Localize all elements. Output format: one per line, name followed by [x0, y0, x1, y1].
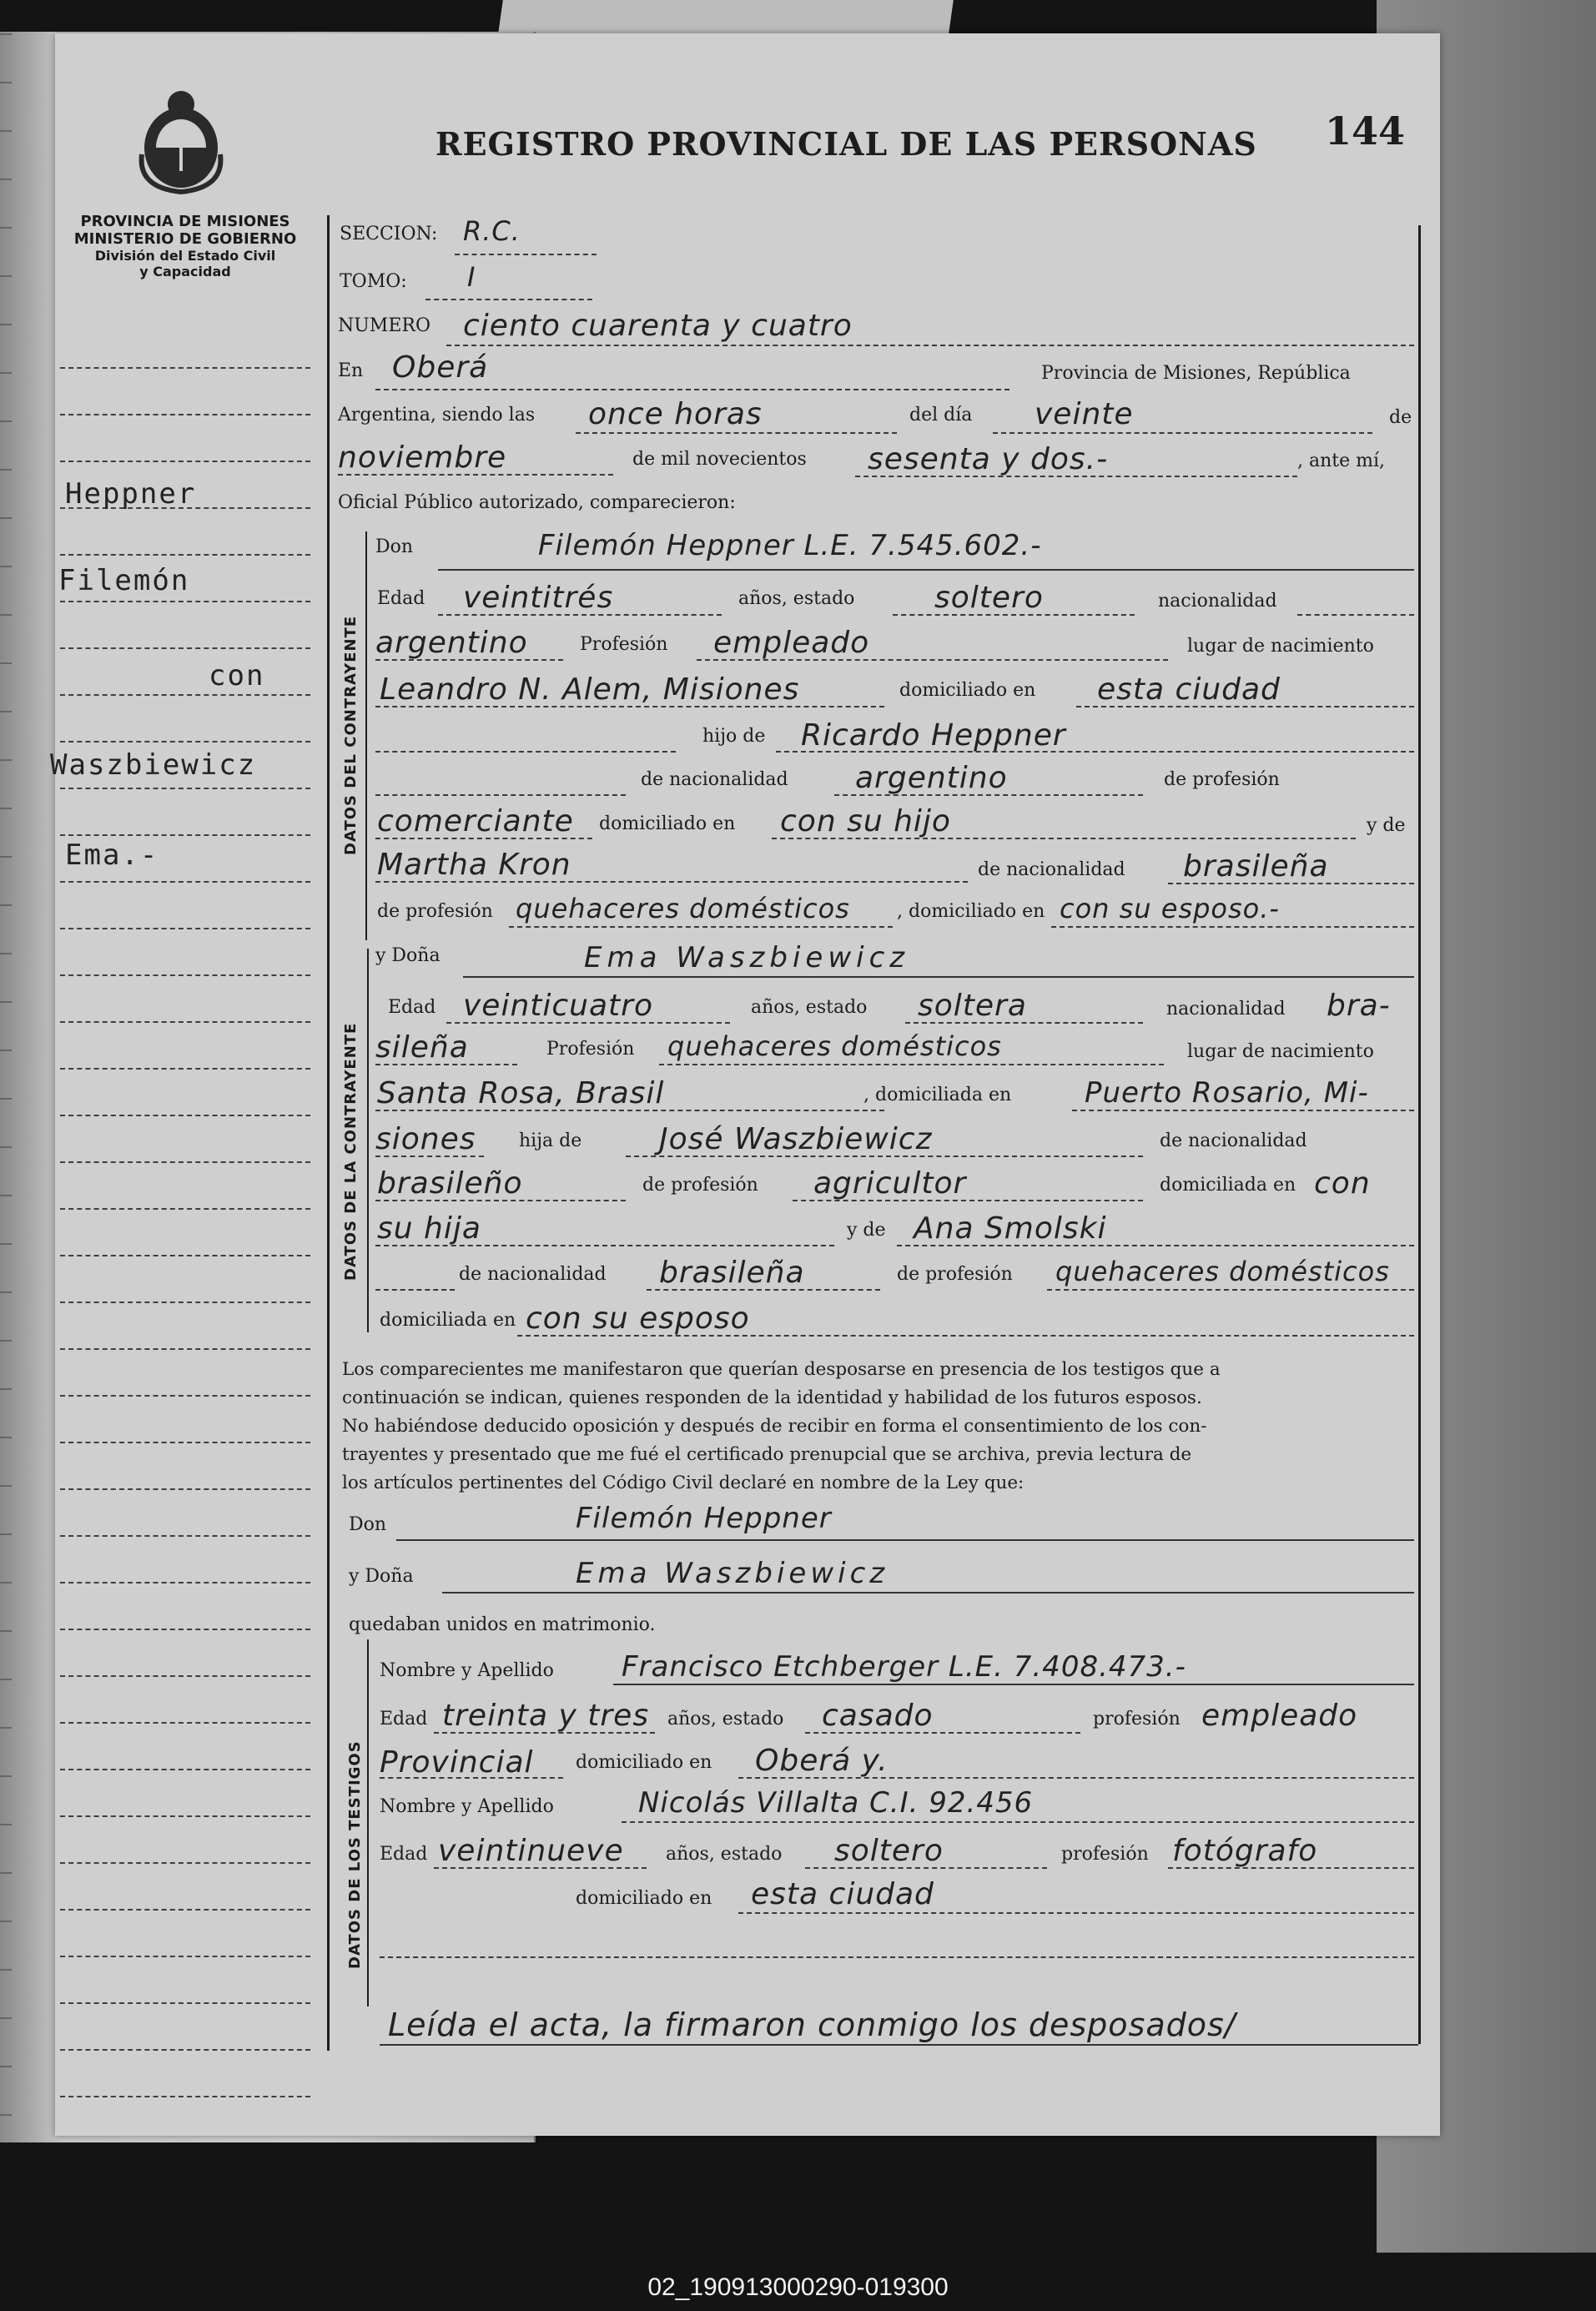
header-line: División del Estado Civil	[94, 248, 276, 264]
groom-domicile: esta ciudad	[1097, 672, 1281, 707]
witness-bracket	[367, 1639, 369, 2006]
month-value: noviembre	[338, 441, 507, 475]
bride-mother-nat-label: de nacionalidad	[459, 1264, 607, 1285]
groom-bracket	[365, 531, 367, 940]
bride-status: soltera	[918, 989, 1027, 1023]
field-line	[613, 1684, 1414, 1685]
groom-mother-prof: quehaceres domésticos	[516, 893, 850, 924]
bride-prof-label: Profesión	[546, 1039, 635, 1060]
field-line	[375, 1110, 884, 1111]
groom-birthplace: Leandro N. Alem, Misiones	[380, 672, 800, 707]
groom-son-label: hijo de	[702, 726, 766, 747]
field-line	[1072, 1110, 1414, 1111]
de-label: de	[1389, 407, 1412, 428]
volume-label: TOMO:	[340, 271, 407, 292]
field-line	[738, 1777, 1414, 1779]
field-line	[776, 751, 1414, 753]
witness1-prof-label: profesión	[1093, 1709, 1181, 1729]
groom-father-dom-label: domiciliado en	[599, 813, 736, 834]
union-closing: quedaban unidos en matrimonio.	[349, 1614, 656, 1635]
image-id-footer: 02_190913000290-019300	[647, 2273, 949, 2301]
margin-note: con	[209, 659, 265, 692]
field-line	[626, 1156, 1143, 1157]
field-line	[375, 1289, 455, 1291]
witness2-profession: fotógrafo	[1172, 1834, 1318, 1868]
margin-lines	[60, 367, 310, 2142]
bride-nat-label: nacionalidad	[1166, 999, 1286, 1020]
field-line	[380, 1956, 1414, 1958]
bride-father: José Waszbiewicz	[659, 1122, 933, 1156]
bride-mother-nat: brasileña	[659, 1256, 805, 1290]
bride-nationality-cont: sileña	[375, 1030, 469, 1065]
field-line	[509, 926, 893, 928]
bride-father-nat: brasileño	[377, 1166, 523, 1201]
groom-age-label: Edad	[377, 588, 425, 609]
witness1-age-label: Edad	[380, 1709, 428, 1729]
bride-age: veinticuatro	[463, 989, 653, 1023]
bride-age-label: Edad	[388, 997, 436, 1018]
closing-handwritten: Leída el acta, la firmaron conmigo los desposados/	[388, 2006, 1236, 2043]
witness2-status: soltero	[834, 1834, 944, 1868]
field-line	[772, 838, 1356, 839]
page-border-right	[1418, 225, 1421, 2044]
groom-side-label: DATOS DEL CONTRAYENTE	[342, 615, 360, 855]
bride-father-prof: agricultor	[813, 1166, 967, 1201]
groom-mother-nat: brasileña	[1183, 849, 1329, 884]
groom-father-dom: con su hijo	[780, 804, 951, 838]
witness1-profession: empleado	[1201, 1699, 1358, 1733]
witness2-domicile: esta ciudad	[751, 1877, 934, 1911]
paper-scrap	[498, 0, 954, 33]
field-line	[375, 838, 592, 839]
field-line	[434, 1867, 647, 1869]
bride-side-label: DATOS DE LA CONTRAYENTE	[342, 1022, 360, 1281]
field-line	[375, 706, 884, 707]
field-line	[1297, 614, 1414, 616]
groom-profession: empleado	[713, 626, 870, 660]
bride-daughter-label: hija de	[519, 1130, 582, 1151]
declaration-text	[342, 1356, 1221, 1498]
union-don-label: Don	[349, 1514, 387, 1535]
place-label: En	[338, 360, 364, 381]
groom-birth-label: lugar de nacimiento	[1187, 636, 1374, 657]
bride-and-of: y de	[847, 1220, 886, 1241]
time-value: once horas	[588, 397, 763, 431]
margin-note: Waszbiewicz	[50, 748, 257, 782]
bride-father-dom-cont: su hija	[377, 1211, 481, 1246]
witness1-domicile: Oberá y.	[755, 1744, 889, 1778]
declaration-line: No habiéndose deducido oposición y después de recibir en forma el consentimiento de los con-	[342, 1416, 1207, 1437]
groom-age: veintitrés	[463, 581, 614, 615]
place-value: Oberá	[392, 350, 489, 385]
field-line	[897, 1245, 1414, 1246]
field-line	[805, 1867, 1047, 1869]
field-line	[396, 1539, 1414, 1541]
field-line	[375, 1156, 484, 1157]
bride-dom-label: , domiciliada en	[863, 1085, 1012, 1105]
groom-status-label: años, estado	[738, 588, 855, 609]
field-line	[463, 976, 1414, 978]
binding-edge	[0, 33, 12, 2144]
year-suffix: , ante mí,	[1297, 451, 1386, 471]
groom-nationality: argentino	[375, 626, 528, 660]
declaration-line: continuación se indican, quienes responden de la identidad y habilidad de los futuros esposos.	[342, 1387, 1202, 1408]
bride-name: Ema Waszbiewicz	[584, 941, 910, 974]
field-line	[855, 476, 1297, 477]
groom-prof-label: Profesión	[580, 634, 668, 655]
bride-mother-prof: quehaceres domésticos	[1055, 1256, 1390, 1287]
field-line	[1076, 706, 1414, 707]
field-line	[338, 474, 613, 476]
bride-profession: quehaceres domésticos	[667, 1030, 1002, 1062]
field-line	[375, 1245, 834, 1246]
field-line	[805, 1732, 1080, 1734]
number-value: ciento cuarenta y cuatro	[463, 309, 853, 343]
witness2-status-label: años, estado	[666, 1844, 783, 1865]
bride-birthplace: Santa Rosa, Brasil	[377, 1076, 665, 1110]
ministry-header	[60, 213, 310, 279]
bride-father-dom: con	[1314, 1166, 1371, 1201]
groom-mother-dom-label: , domiciliado en	[897, 901, 1045, 922]
bride-status-label: años, estado	[751, 997, 868, 1018]
groom-status: soltero	[934, 581, 1044, 615]
groom-father-nat: argentino	[855, 761, 1008, 795]
year-label: de mil novecientos	[632, 449, 807, 470]
witness2-name: Nicolás Villalta C.I. 92.456	[638, 1786, 1034, 1820]
header-line: MINISTERIO DE GOBIERNO	[73, 230, 297, 248]
bride-mother-dom: con su esposo	[526, 1302, 750, 1336]
field-line	[438, 614, 722, 616]
bride-domicile: Puerto Rosario, Mi-	[1085, 1076, 1369, 1110]
groom-father-prof: comerciante	[377, 804, 574, 838]
field-line	[442, 1592, 1414, 1594]
field-line	[375, 1064, 517, 1065]
bride-dona-label: y Doña	[375, 945, 441, 966]
bride-birth-label: lugar de nacimiento	[1187, 1041, 1374, 1062]
field-line	[697, 659, 1168, 661]
witness2-age: veintinueve	[438, 1834, 624, 1868]
time-label: Argentina, siendo las	[338, 405, 536, 425]
witness2-age-label: Edad	[380, 1844, 428, 1865]
header-line: y Capacidad	[139, 264, 231, 279]
closing-line	[380, 2044, 1418, 2046]
field-line	[375, 389, 1009, 390]
declaration-line: Los comparecientes me manifestaron que querían desposarse en presencia de los testigos que a	[342, 1359, 1221, 1380]
groom-don-label: Don	[375, 536, 414, 557]
field-line	[375, 659, 563, 661]
field-line	[375, 881, 968, 883]
witness2-prof-label: profesión	[1061, 1844, 1149, 1865]
field-line	[576, 432, 897, 434]
page-border-left	[327, 215, 330, 2051]
union-dona-label: y Doña	[349, 1566, 414, 1587]
field-line	[1051, 926, 1414, 928]
place-suffix: Provincia de Misiones, República	[1041, 363, 1351, 384]
groom-father-nat-label: de nacionalidad	[641, 769, 788, 790]
groom-mother-prof-label: de profesión	[377, 901, 493, 922]
groom-nat-label: nacionalidad	[1158, 591, 1277, 612]
field-line	[793, 1200, 1143, 1201]
margin-note: Ema.-	[65, 838, 159, 872]
declaration-line: trayentes y presentado que me fué el certificado prenupcial que se archiva, previa lectura de	[342, 1444, 1192, 1465]
bride-mother-dom-label: domiciliada en	[380, 1310, 516, 1331]
field-line	[834, 794, 1143, 796]
page-number: 144	[1325, 108, 1406, 154]
bride-father-nat-label: de nacionalidad	[1160, 1130, 1307, 1151]
field-line	[1168, 1867, 1414, 1869]
field-line	[659, 1064, 1164, 1065]
margin-note: Filemón	[58, 564, 190, 597]
field-line	[375, 794, 626, 796]
bride-mother-prof-label: de profesión	[897, 1264, 1013, 1285]
year-value: sesenta y dos.-	[868, 442, 1109, 476]
volume-value: I	[467, 261, 476, 293]
groom-name: Filemón Heppner L.E. 7.545.602.-	[538, 529, 1042, 562]
field-line	[905, 1022, 1143, 1024]
groom-mother-nat-label: de nacionalidad	[978, 859, 1125, 880]
field-line	[993, 432, 1372, 434]
bride-father-dom-label: domiciliada en	[1160, 1175, 1296, 1196]
bride-father-prof-label: de profesión	[642, 1175, 758, 1196]
section-label: SECCION:	[340, 224, 438, 244]
field-line	[380, 1777, 563, 1779]
field-line	[446, 1022, 730, 1024]
witness2-dom-label: domiciliado en	[576, 1888, 712, 1909]
page-title: REGISTRO PROVINCIAL DE LAS PERSONAS	[436, 125, 1257, 163]
groom-dom-label: domiciliado en	[899, 680, 1036, 701]
field-line	[517, 1335, 1414, 1337]
field-line	[1168, 883, 1414, 884]
field-line	[893, 614, 1135, 616]
officer-line: Oficial Público autorizado, comparecieron:	[338, 492, 736, 513]
witness1-age: treinta y tres	[442, 1699, 650, 1733]
and-of-label: y de	[1367, 815, 1406, 836]
field-line	[622, 1821, 1414, 1823]
bride-mother: Ana Smolski	[914, 1211, 1107, 1246]
section-value: R.C.	[463, 215, 521, 247]
groom-mother: Martha Kron	[377, 848, 571, 882]
groom-mother-dom: con su esposo.-	[1060, 893, 1280, 924]
header-line: PROVINCIA DE MISIONES	[80, 213, 290, 230]
margin-note: Heppner	[65, 477, 197, 511]
witness1-status: casado	[822, 1699, 934, 1733]
field-line	[1047, 1289, 1414, 1291]
number-label: NUMERO	[338, 315, 430, 336]
day-value: veinte	[1035, 397, 1134, 431]
union-groom: Filemón Heppner	[576, 1502, 832, 1535]
field-line	[375, 751, 676, 753]
field-line	[738, 1912, 1414, 1914]
witness1-status-label: años, estado	[667, 1709, 784, 1729]
field-line	[438, 569, 1414, 571]
witness2-name-label: Nombre y Apellido	[380, 1796, 554, 1817]
witness-side-label: DATOS DE LOS TESTIGOS	[346, 1740, 364, 1969]
groom-father: Ricardo Heppner	[801, 718, 1066, 753]
bride-domicile-cont: siones	[375, 1122, 476, 1156]
union-bride: Ema Waszbiewicz	[576, 1557, 889, 1590]
bride-nationality: bra-	[1327, 989, 1391, 1023]
field-line	[375, 1200, 626, 1201]
day-label: del día	[909, 405, 973, 425]
field-line	[455, 254, 597, 255]
bride-bracket	[367, 949, 369, 1332]
field-line	[647, 1289, 880, 1291]
field-line	[434, 1732, 655, 1734]
groom-father-prof-label: de profesión	[1164, 769, 1280, 790]
field-line	[425, 299, 592, 300]
witness1-name-label: Nombre y Apellido	[380, 1660, 554, 1681]
coat-of-arms-seal	[133, 79, 229, 196]
witness1-dom-label: domiciliado en	[576, 1752, 712, 1773]
witness1-profession-cont: Provincial	[380, 1745, 534, 1780]
declaration-line: los artículos pertinentes del Código Civil declaré en nombre de la Ley que:	[342, 1473, 1025, 1493]
witness1-name: Francisco Etchberger L.E. 7.408.473.-	[622, 1650, 1186, 1684]
field-line	[446, 345, 1414, 346]
